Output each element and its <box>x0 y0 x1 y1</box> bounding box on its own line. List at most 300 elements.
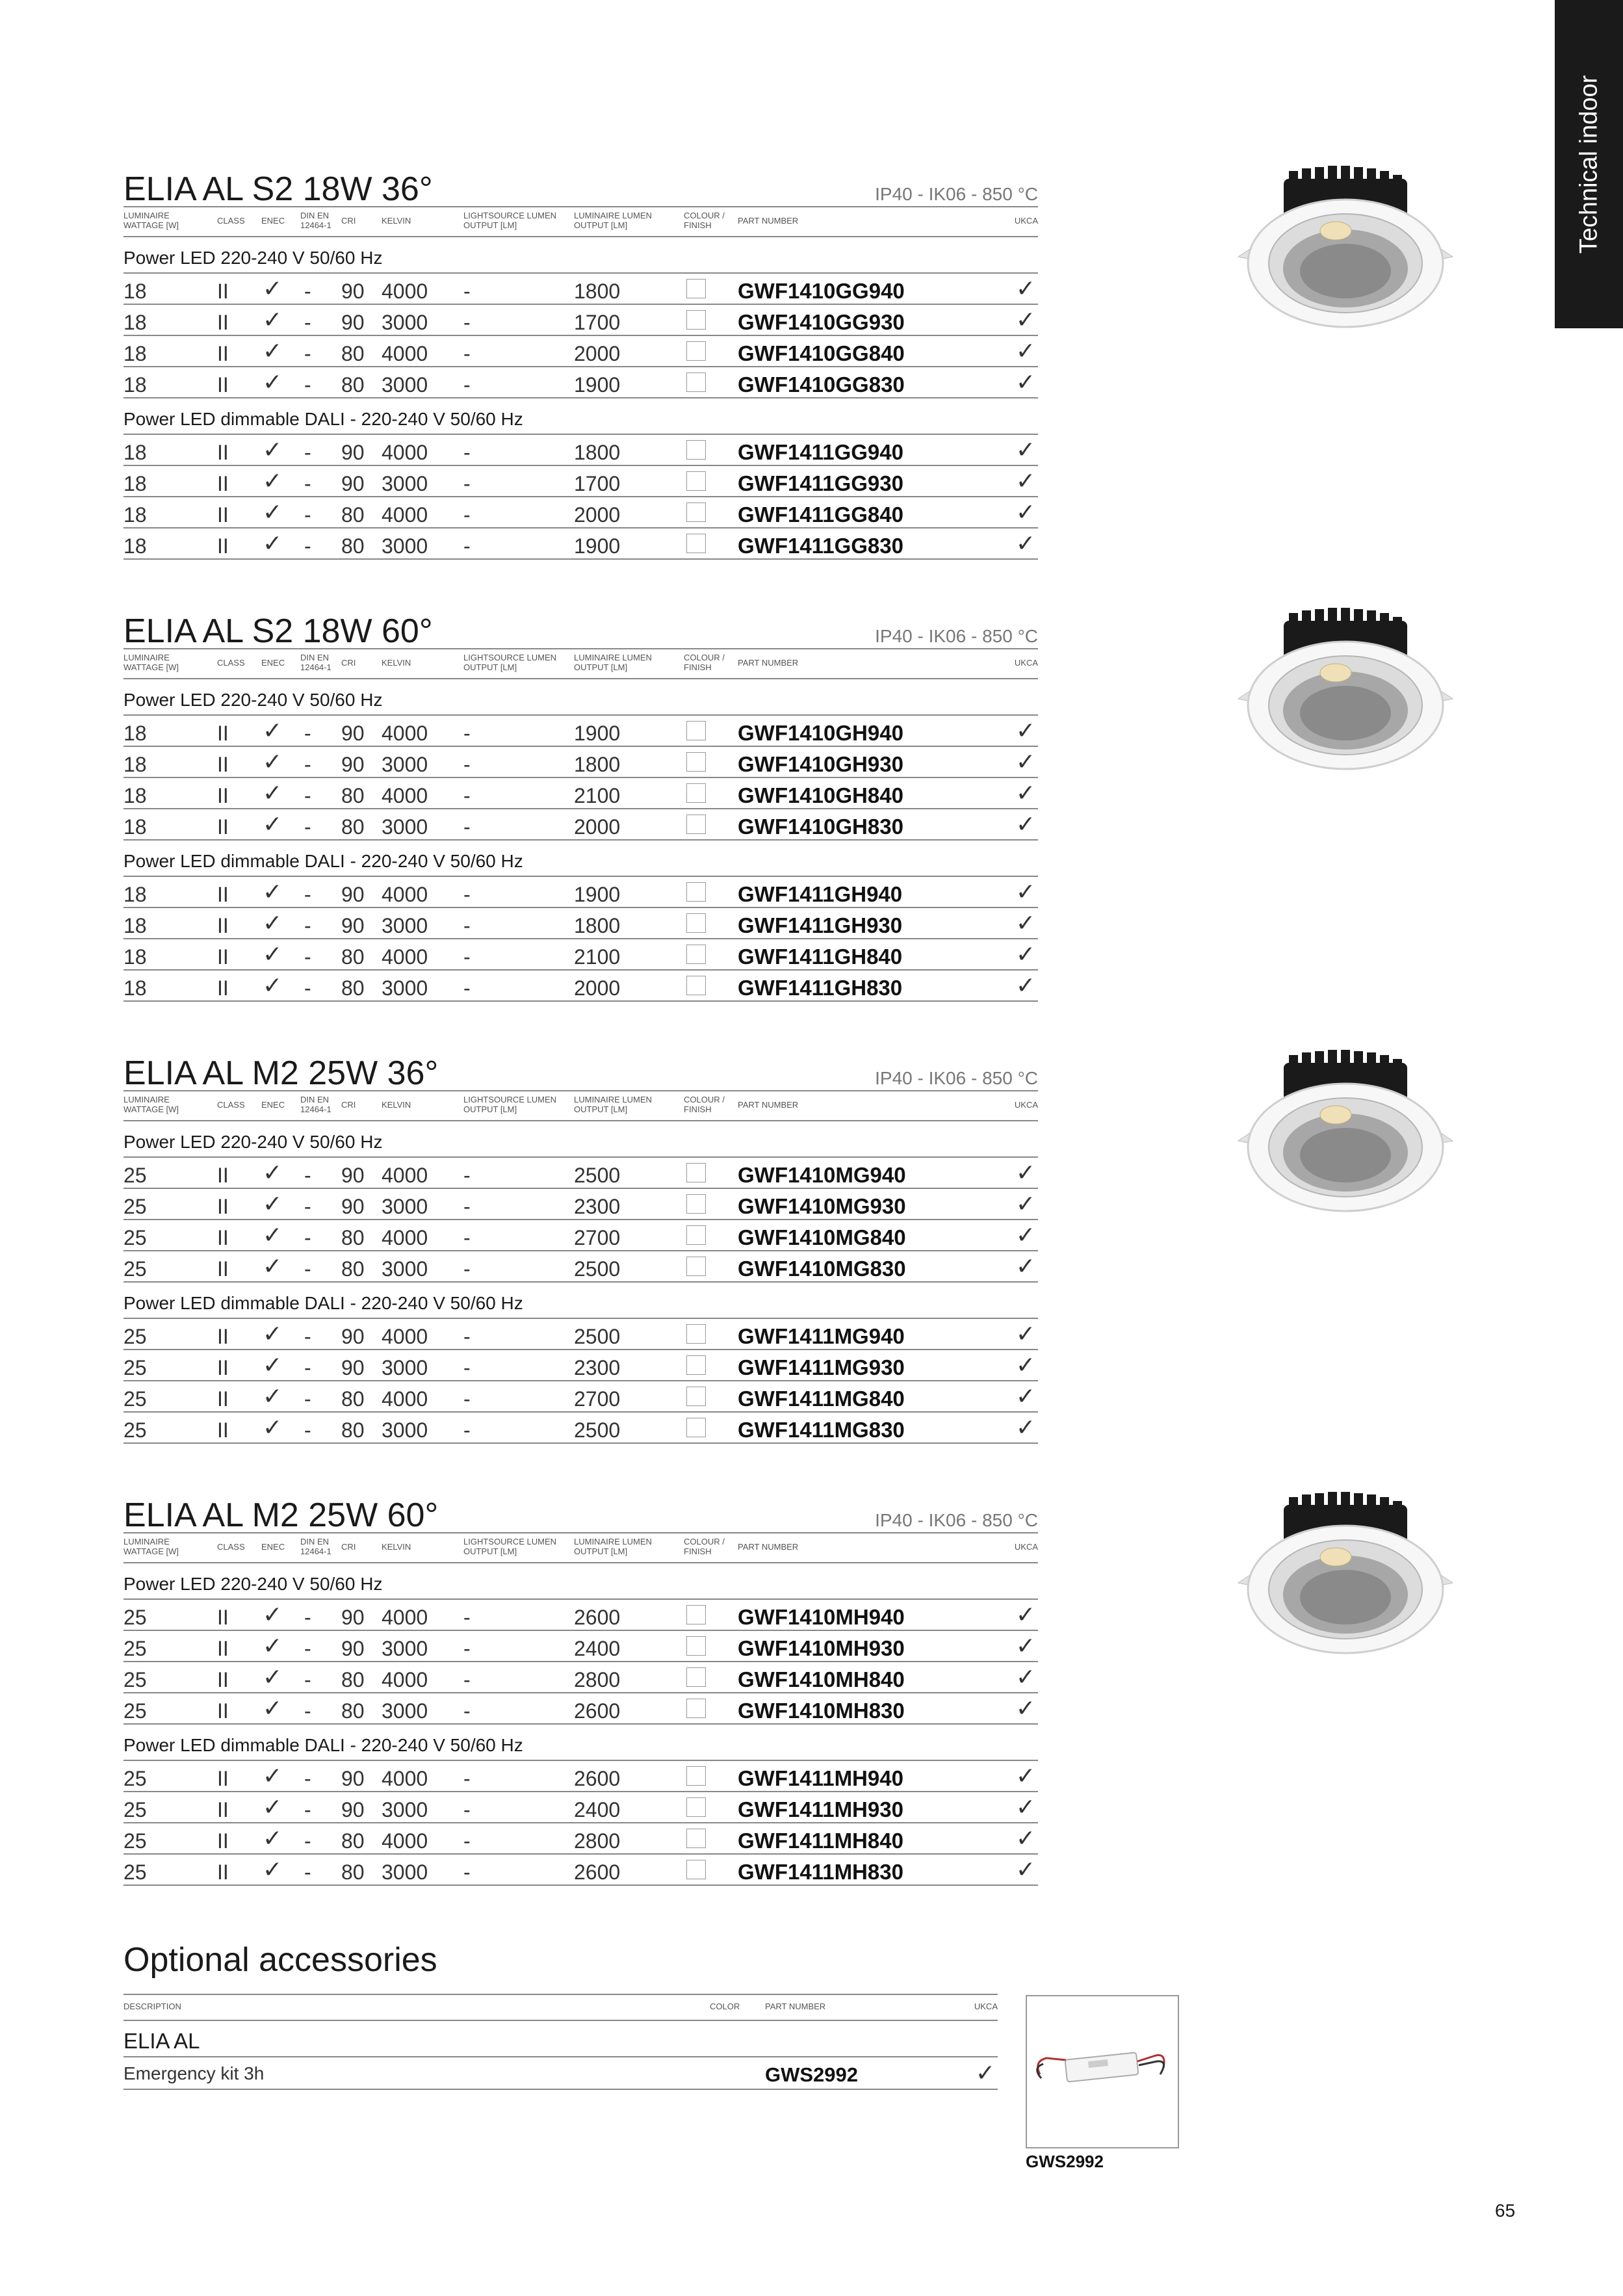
cell-wattage: 18 <box>123 784 147 807</box>
enec-check-icon: ✓ <box>263 467 283 494</box>
cell-din: - <box>304 914 311 937</box>
ukca-check-icon: ✓ <box>1015 1663 1035 1690</box>
emergency-kit-image <box>1027 1996 1178 2147</box>
cell-luminaire-lumen: 2400 <box>574 1798 621 1821</box>
cell-part-number: GWF1410MH930 <box>738 1636 905 1660</box>
cell-kelvin: 4000 <box>382 883 428 906</box>
cell-part-number: GWF1411GH840 <box>738 945 903 969</box>
col-lightsource-lumen <box>463 1537 556 1556</box>
cell-luminaire-lumen: 2600 <box>574 1606 621 1629</box>
cell-din: - <box>304 1829 311 1853</box>
col-wattage <box>123 211 179 230</box>
cell-lightsource-lumen: - <box>463 815 471 839</box>
cell-part-number: GWF1411GH830 <box>738 976 903 1000</box>
col-enec: ENEC <box>261 1100 285 1110</box>
product-section <box>123 1492 1038 1886</box>
cell-din: - <box>304 722 311 745</box>
cell-din: - <box>304 945 311 969</box>
cell-part-number: GWF1410GG840 <box>738 341 905 365</box>
col-kelvin: KELVIN <box>382 1542 411 1552</box>
col-colour-line2: FINISH <box>684 662 712 672</box>
col-part-number: PART NUMBER <box>738 1100 799 1110</box>
cell-cri: 80 <box>341 1387 365 1411</box>
cell-lightsource-lumen: - <box>463 1418 471 1442</box>
cell-luminaire-lumen: 2500 <box>574 1164 621 1187</box>
cell-cri: 90 <box>341 472 365 495</box>
cell-part-number: GWF1411GH940 <box>738 882 903 906</box>
ukca-check-icon: ✓ <box>1015 467 1035 494</box>
cell-wattage: 18 <box>123 883 147 906</box>
col-colour-line2: FINISH <box>684 1546 712 1556</box>
power-group-label: Power LED dimmable DALI - 220-240 V 50/60 Hz <box>123 398 1038 435</box>
col-luminaire-lumen <box>574 211 652 230</box>
cell-luminaire-lumen: 1900 <box>574 373 621 397</box>
cell-cri: 80 <box>341 373 365 397</box>
col-colour <box>684 1095 725 1114</box>
cell-luminaire-lumen: 1900 <box>574 534 621 558</box>
colour-swatch <box>686 945 706 964</box>
colour-swatch <box>686 1387 706 1406</box>
cell-cri: 80 <box>341 1226 365 1249</box>
cell-lightsource-lumen: - <box>463 914 471 937</box>
cell-wattage: 18 <box>123 914 147 937</box>
enec-check-icon: ✓ <box>263 530 283 556</box>
cell-class: II <box>217 1195 229 1218</box>
cell-wattage: 25 <box>123 1668 147 1691</box>
col-lightsource-lumen-line1: LIGHTSOURCE LUMEN <box>463 653 557 662</box>
col-lightsource-lumen-line1: LIGHTSOURCE LUMEN <box>463 1537 557 1546</box>
cell-wattage: 25 <box>123 1798 147 1821</box>
cell-part-number: GWF1410GH830 <box>738 815 903 839</box>
colour-swatch <box>686 1355 706 1375</box>
cell-cri: 90 <box>341 1767 365 1790</box>
cell-part-number: GWF1411MG930 <box>738 1355 905 1379</box>
protection-rating: IP40 - IK06 - 850 °C <box>875 1068 1038 1088</box>
col-kelvin: KELVIN <box>382 216 411 226</box>
col-din <box>300 653 331 672</box>
cell-luminaire-lumen: 2100 <box>574 784 621 807</box>
cell-class: II <box>217 1699 229 1723</box>
cell-wattage: 25 <box>123 1164 147 1187</box>
cell-wattage: 25 <box>123 1356 147 1379</box>
cell-din: - <box>304 280 311 303</box>
col-din-line2: 12464-1 <box>300 1546 331 1556</box>
cell-wattage: 25 <box>123 1699 147 1723</box>
cell-kelvin: 3000 <box>382 1860 428 1884</box>
cell-luminaire-lumen: 2100 <box>574 945 621 969</box>
cell-cri: 80 <box>341 342 365 365</box>
col-din <box>300 211 331 230</box>
cell-cri: 90 <box>341 1164 365 1187</box>
cell-kelvin: 3000 <box>382 1699 428 1723</box>
col-wattage <box>123 653 179 672</box>
ukca-check-icon: ✓ <box>1015 1632 1035 1659</box>
cell-part-number: GWF1410GH840 <box>738 783 903 807</box>
cell-class: II <box>217 1356 229 1379</box>
col-class: CLASS <box>217 1100 245 1110</box>
col-color: COLOR <box>710 2002 740 2011</box>
enec-check-icon: ✓ <box>263 909 283 936</box>
cell-lightsource-lumen: - <box>463 1325 471 1348</box>
cell-kelvin: 3000 <box>382 311 428 334</box>
cell-lightsource-lumen: - <box>463 1356 471 1379</box>
col-lightsource-lumen-line2: OUTPUT [LM] <box>463 662 517 672</box>
colour-swatch <box>686 534 706 553</box>
power-group-label: Power LED dimmable DALI - 220-240 V 50/60 Hz <box>123 841 1038 877</box>
cell-luminaire-lumen: 2600 <box>574 1860 621 1884</box>
column-header <box>123 1090 1038 1121</box>
table-row <box>123 1823 1038 1855</box>
col-cri: CRI <box>341 1542 356 1552</box>
section-header <box>123 1492 1038 1532</box>
accessory-row <box>123 2057 998 2090</box>
cell-din: - <box>304 1668 311 1691</box>
table-row <box>123 1693 1038 1725</box>
cell-wattage: 18 <box>123 342 147 365</box>
cell-cri: 80 <box>341 945 365 969</box>
table-row <box>123 1761 1038 1792</box>
cell-lightsource-lumen: - <box>463 503 471 527</box>
cell-wattage: 25 <box>123 1195 147 1218</box>
cell-din: - <box>304 1387 311 1411</box>
table-row <box>123 1251 1038 1283</box>
cell-wattage: 25 <box>123 1637 147 1660</box>
page-number: 65 <box>1495 2200 1516 2221</box>
ukca-check-icon: ✓ <box>1015 1320 1035 1347</box>
cell-kelvin: 3000 <box>382 534 428 558</box>
cell-class: II <box>217 914 229 937</box>
cell-luminaire-lumen: 2000 <box>574 342 621 365</box>
cell-luminaire-lumen: 1800 <box>574 914 621 937</box>
cell-wattage: 18 <box>123 976 147 1000</box>
col-ukca: UKCA <box>1014 1100 1038 1110</box>
enec-check-icon: ✓ <box>263 1351 283 1378</box>
ukca-check-icon: ✓ <box>1015 878 1035 905</box>
ukca-check-icon: ✓ <box>1015 530 1035 556</box>
ukca-check-icon: ✓ <box>1015 1762 1035 1789</box>
cell-luminaire-lumen: 1900 <box>574 883 621 906</box>
cell-part-number: GWF1410MG840 <box>738 1225 906 1249</box>
cell-lightsource-lumen: - <box>463 1195 471 1218</box>
section-tab-label: Technical indoor <box>1575 75 1602 254</box>
table-row <box>123 528 1038 560</box>
col-colour-line2: FINISH <box>684 220 712 230</box>
col-wattage-line1: LUMINAIRE <box>123 653 170 662</box>
table-row <box>123 747 1038 778</box>
cell-lightsource-lumen: - <box>463 1387 471 1411</box>
col-ukca: UKCA <box>1014 216 1038 226</box>
cell-part-number: GWF1411MH830 <box>738 1860 903 1884</box>
cell-luminaire-lumen: 2500 <box>574 1325 621 1348</box>
cell-cri: 90 <box>341 753 365 776</box>
colour-swatch <box>686 1194 706 1214</box>
table-row <box>123 1220 1038 1251</box>
ukca-check-icon: ✓ <box>1015 1414 1035 1441</box>
enec-check-icon: ✓ <box>263 1794 283 1820</box>
protection-rating: IP40 - IK06 - 850 °C <box>875 184 1038 204</box>
enec-check-icon: ✓ <box>263 811 283 837</box>
enec-check-icon: ✓ <box>263 1190 283 1217</box>
cell-wattage: 25 <box>123 1226 147 1249</box>
table-row <box>123 1381 1038 1413</box>
colour-swatch <box>686 783 706 803</box>
col-luminaire-lumen <box>574 653 652 672</box>
cell-part-number: GWF1411GG830 <box>738 534 903 558</box>
cell-cri: 80 <box>341 1829 365 1853</box>
cell-class: II <box>217 534 229 558</box>
col-colour <box>684 1537 725 1556</box>
cell-luminaire-lumen: 1700 <box>574 311 621 334</box>
ukca-check-icon: ✓ <box>1015 1383 1035 1409</box>
cell-lightsource-lumen: - <box>463 753 471 776</box>
col-wattage <box>123 1537 179 1556</box>
col-kelvin: KELVIN <box>382 658 411 668</box>
cell-wattage: 25 <box>123 1257 147 1281</box>
cell-luminaire-lumen: 2700 <box>574 1387 621 1411</box>
section-header <box>123 166 1038 206</box>
cell-class: II <box>217 1418 229 1442</box>
col-class: CLASS <box>217 216 245 226</box>
col-luminaire-lumen <box>574 1537 652 1556</box>
cell-class: II <box>217 441 229 464</box>
cell-lightsource-lumen: - <box>463 441 471 464</box>
table-row <box>123 877 1038 908</box>
cell-wattage: 25 <box>123 1606 147 1629</box>
accessories-section <box>123 1940 998 2090</box>
cell-cri: 90 <box>341 280 365 303</box>
cell-cri: 80 <box>341 503 365 527</box>
col-cri: CRI <box>341 658 356 668</box>
ukca-check-icon: ✓ <box>1015 1794 1035 1820</box>
cell-lightsource-lumen: - <box>463 1257 471 1281</box>
ukca-check-icon: ✓ <box>1015 337 1035 364</box>
col-luminaire-lumen-line1: LUMINAIRE LUMEN <box>574 211 652 220</box>
cell-cri: 80 <box>341 1668 365 1691</box>
cell-class: II <box>217 1164 229 1187</box>
col-luminaire-lumen-line1: LUMINAIRE LUMEN <box>574 1537 652 1546</box>
cell-part-number: GWF1411MG840 <box>738 1387 905 1411</box>
enec-check-icon: ✓ <box>263 275 283 302</box>
cell-part-number: GWF1410GH930 <box>738 752 903 776</box>
colour-swatch <box>686 1163 706 1182</box>
cell-kelvin: 3000 <box>382 1195 428 1218</box>
protection-rating: IP40 - IK06 - 850 °C <box>875 1510 1038 1530</box>
col-colour-line1: COLOUR / <box>684 1095 725 1104</box>
section-tab <box>1555 0 1623 328</box>
product-title: ELIA AL S2 18W 36° <box>123 170 433 208</box>
table-row <box>123 1600 1038 1631</box>
cell-part-number: GWF1411GG840 <box>738 502 903 527</box>
cell-wattage: 25 <box>123 1325 147 1348</box>
cell-din: - <box>304 1699 311 1723</box>
accessory-part-number: GWS2992 <box>765 2063 859 2086</box>
col-wattage-line1: LUMINAIRE <box>123 1537 170 1546</box>
cell-lightsource-lumen: - <box>463 722 471 745</box>
cell-lightsource-lumen: - <box>463 1637 471 1660</box>
table-row <box>123 1792 1038 1823</box>
cell-luminaire-lumen: 2000 <box>574 815 621 839</box>
cell-part-number: GWF1411GH930 <box>738 913 903 937</box>
cell-lightsource-lumen: - <box>463 1668 471 1691</box>
protection-rating: IP40 - IK06 - 850 °C <box>875 626 1038 646</box>
table-row <box>123 1631 1038 1662</box>
cell-part-number: GWF1410MH940 <box>738 1605 905 1629</box>
cell-wattage: 25 <box>123 1860 147 1884</box>
cell-part-number: GWF1410GG930 <box>738 310 905 334</box>
cell-class: II <box>217 1257 229 1281</box>
cell-class: II <box>217 1860 229 1884</box>
cell-kelvin: 4000 <box>382 503 428 527</box>
enec-check-icon: ✓ <box>263 337 283 364</box>
col-lightsource-lumen <box>463 1095 556 1114</box>
downlight-product-image <box>1232 1050 1459 1219</box>
table-row <box>123 716 1038 747</box>
cell-din: - <box>304 1798 311 1821</box>
enec-check-icon: ✓ <box>263 1632 283 1659</box>
cell-luminaire-lumen: 2700 <box>574 1226 621 1249</box>
cell-luminaire-lumen: 1800 <box>574 280 621 303</box>
cell-luminaire-lumen: 2000 <box>574 503 621 527</box>
cell-cri: 80 <box>341 1860 365 1884</box>
ukca-check-icon: ✓ <box>1015 275 1035 302</box>
cell-kelvin: 3000 <box>382 1356 428 1379</box>
colour-swatch <box>686 1699 706 1718</box>
cell-din: - <box>304 883 311 906</box>
cell-wattage: 18 <box>123 945 147 969</box>
cell-cri: 80 <box>341 784 365 807</box>
col-din-line1: DIN EN <box>300 653 330 662</box>
accessory-image-frame <box>1026 1995 1179 2148</box>
enec-check-icon: ✓ <box>263 717 283 744</box>
cell-class: II <box>217 373 229 397</box>
col-lightsource-lumen-line1: LIGHTSOURCE LUMEN <box>463 211 557 220</box>
cell-wattage: 18 <box>123 441 147 464</box>
cell-lightsource-lumen: - <box>463 472 471 495</box>
downlight-product-image <box>1232 166 1459 335</box>
cell-class: II <box>217 722 229 745</box>
col-wattage-line1: LUMINAIRE <box>123 211 170 220</box>
table-row <box>123 466 1038 497</box>
enec-check-icon: ✓ <box>263 1414 283 1441</box>
enec-check-icon: ✓ <box>263 972 283 998</box>
cell-kelvin: 4000 <box>382 280 428 303</box>
colour-swatch <box>686 310 706 330</box>
cell-class: II <box>217 342 229 365</box>
cell-lightsource-lumen: - <box>463 1860 471 1884</box>
cell-lightsource-lumen: - <box>463 883 471 906</box>
table-row <box>123 809 1038 841</box>
cell-cri: 90 <box>341 914 365 937</box>
enec-check-icon: ✓ <box>263 1601 283 1628</box>
col-din-line2: 12464-1 <box>300 1104 331 1114</box>
col-ukca: UKCA <box>974 2002 998 2011</box>
col-class: CLASS <box>217 658 245 668</box>
cell-kelvin: 3000 <box>382 1798 428 1821</box>
table-row <box>123 497 1038 528</box>
cell-cri: 90 <box>341 1637 365 1660</box>
enec-check-icon: ✓ <box>263 306 283 333</box>
col-ukca: UKCA <box>1014 1542 1038 1552</box>
col-part-number: PART NUMBER <box>738 1542 799 1552</box>
cell-class: II <box>217 503 229 527</box>
cell-lightsource-lumen: - <box>463 1767 471 1790</box>
ukca-check-icon: ✓ <box>1015 1601 1035 1628</box>
column-header <box>123 206 1038 237</box>
colour-swatch <box>686 913 706 933</box>
ukca-check-icon: ✓ <box>1015 941 1035 967</box>
cell-class: II <box>217 472 229 495</box>
cell-luminaire-lumen: 2300 <box>574 1356 621 1379</box>
product-title: ELIA AL S2 18W 60° <box>123 612 433 650</box>
colour-swatch <box>686 440 706 460</box>
cell-luminaire-lumen: 2600 <box>574 1767 621 1790</box>
table-row <box>123 778 1038 809</box>
col-class: CLASS <box>217 1542 245 1552</box>
cell-part-number: GWF1411GG940 <box>738 440 903 464</box>
cell-wattage: 18 <box>123 815 147 839</box>
cell-wattage: 18 <box>123 311 147 334</box>
table-row <box>123 1662 1038 1693</box>
col-din-line1: DIN EN <box>300 1095 330 1104</box>
cell-luminaire-lumen: 2800 <box>574 1668 621 1691</box>
cell-cri: 80 <box>341 534 365 558</box>
cell-cri: 90 <box>341 1606 365 1629</box>
enec-check-icon: ✓ <box>263 1825 283 1851</box>
cell-wattage: 18 <box>123 503 147 527</box>
table-row <box>123 1189 1038 1220</box>
table-row <box>123 1158 1038 1189</box>
col-luminaire-lumen-line2: OUTPUT [LM] <box>574 662 628 672</box>
cell-luminaire-lumen: 2000 <box>574 976 621 1000</box>
col-din <box>300 1537 331 1556</box>
colour-swatch <box>686 752 706 772</box>
cell-kelvin: 4000 <box>382 342 428 365</box>
cell-kelvin: 4000 <box>382 1829 428 1853</box>
cell-part-number: GWF1411MH940 <box>738 1766 903 1790</box>
cell-wattage: 18 <box>123 373 147 397</box>
col-lightsource-lumen <box>463 211 556 230</box>
cell-lightsource-lumen: - <box>463 342 471 365</box>
cell-kelvin: 4000 <box>382 784 428 807</box>
col-wattage-line1: LUMINAIRE <box>123 1095 170 1104</box>
cell-luminaire-lumen: 2600 <box>574 1699 621 1723</box>
cell-part-number: GWF1411MG830 <box>738 1418 905 1442</box>
cell-din: - <box>304 441 311 464</box>
power-group-label: Power LED 220-240 V 50/60 Hz <box>123 1563 1038 1600</box>
enec-check-icon: ✓ <box>263 1320 283 1347</box>
cell-class: II <box>217 883 229 906</box>
col-wattage-line2: WATTAGE [W] <box>123 220 179 230</box>
cell-wattage: 25 <box>123 1387 147 1411</box>
col-lightsource-lumen-line1: LIGHTSOURCE LUMEN <box>463 1095 557 1104</box>
col-cri: CRI <box>341 1100 356 1110</box>
cell-class: II <box>217 1668 229 1691</box>
col-cri: CRI <box>341 216 356 226</box>
cell-class: II <box>217 753 229 776</box>
cell-part-number: GWF1410MH840 <box>738 1667 905 1691</box>
enec-check-icon: ✓ <box>263 369 283 395</box>
product-section <box>123 1050 1038 1444</box>
ukca-check-icon: ✓ <box>1015 1159 1035 1186</box>
ukca-check-icon: ✓ <box>1015 909 1035 936</box>
cell-din: - <box>304 1767 311 1790</box>
cell-lightsource-lumen: - <box>463 534 471 558</box>
colour-swatch <box>686 1324 706 1344</box>
cell-class: II <box>217 311 229 334</box>
cell-wattage: 25 <box>123 1829 147 1853</box>
cell-wattage: 18 <box>123 472 147 495</box>
col-din-line1: DIN EN <box>300 211 330 220</box>
